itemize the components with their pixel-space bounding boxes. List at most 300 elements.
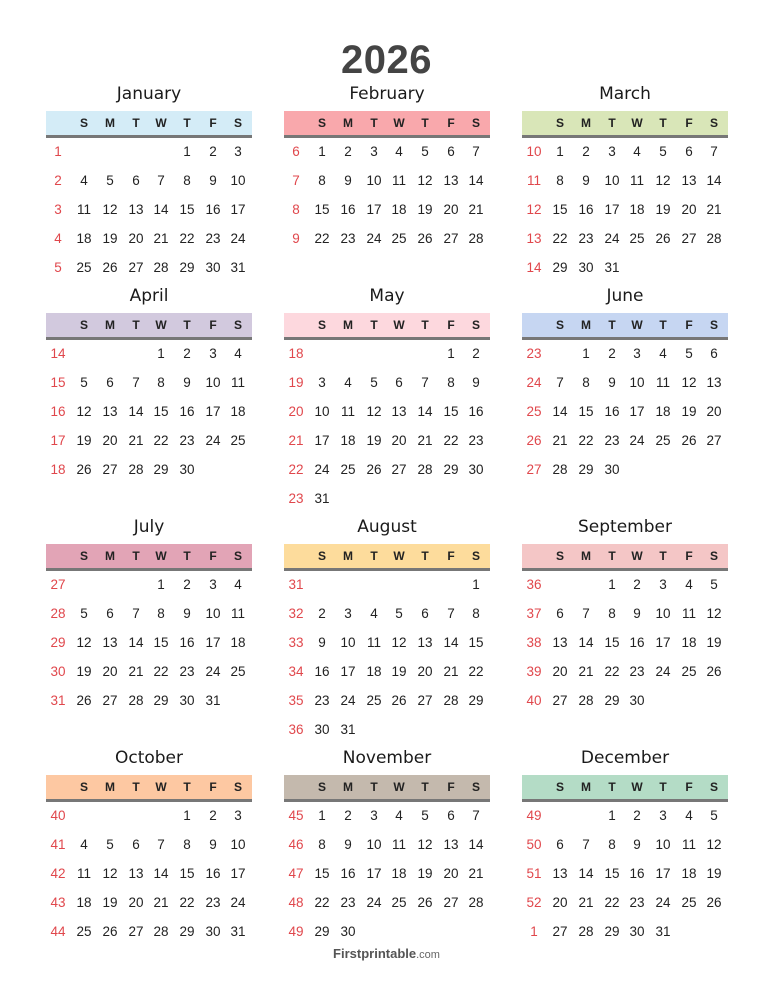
day-cell: 29 (604, 693, 620, 708)
week-row (284, 491, 490, 511)
day-cell: 24 (205, 664, 221, 679)
day-cell: 9 (344, 173, 352, 188)
day-cell: 21 (153, 895, 169, 910)
day-cell: 27 (681, 231, 697, 246)
day-cell: 9 (183, 606, 191, 621)
day-cell: 14 (128, 404, 144, 419)
day-cell: 5 (370, 375, 378, 390)
day-cell: 17 (604, 202, 620, 217)
week-number: 34 (288, 664, 304, 679)
day-cell: 13 (102, 404, 118, 419)
week-row (46, 866, 252, 886)
day-cell: 1 (608, 577, 616, 592)
day-cell: 22 (179, 895, 195, 910)
day-cell: 13 (102, 635, 118, 650)
day-cell: 22 (578, 433, 594, 448)
day-cell: 3 (318, 375, 326, 390)
weekday-label: W (155, 116, 167, 130)
weekday-label: T (183, 549, 191, 563)
day-cell: 4 (370, 606, 378, 621)
day-cell: 23 (179, 433, 195, 448)
weekday-label: S (79, 549, 88, 563)
day-cell: 14 (417, 404, 433, 419)
day-cell: 9 (633, 837, 641, 852)
day-cell: 28 (578, 693, 594, 708)
day-cell: 4 (685, 577, 693, 592)
day-cell: 23 (340, 231, 356, 246)
day-cell: 4 (344, 375, 352, 390)
day-cell: 27 (417, 693, 433, 708)
day-cell: 24 (340, 693, 356, 708)
day-cell: 6 (685, 144, 693, 159)
day-cell: 21 (443, 664, 459, 679)
month-title: February (349, 84, 425, 104)
day-cell: 6 (710, 346, 718, 361)
day-cell: 13 (128, 866, 144, 881)
week-number: 46 (288, 837, 304, 852)
day-cell: 27 (102, 462, 118, 477)
day-cell: 1 (556, 144, 564, 159)
day-cell: 30 (604, 462, 620, 477)
day-cell: 15 (179, 202, 195, 217)
weekday-label: S (317, 116, 326, 130)
day-cell: 27 (128, 260, 144, 275)
week-number: 40 (526, 693, 542, 708)
day-cell: 8 (157, 606, 165, 621)
day-cell: 15 (552, 202, 568, 217)
day-cell: 26 (76, 462, 92, 477)
week-row (522, 462, 728, 482)
day-cell: 23 (205, 231, 221, 246)
day-cell: 14 (706, 173, 722, 188)
day-cell: 16 (179, 404, 195, 419)
week-row (46, 231, 252, 251)
week-number: 48 (288, 895, 304, 910)
week-row (522, 375, 728, 395)
day-cell: 11 (391, 837, 406, 852)
day-cell: 29 (552, 260, 568, 275)
day-cell: 28 (417, 462, 433, 477)
week-row (284, 895, 490, 915)
week-number: 21 (288, 433, 304, 448)
day-cell: 21 (153, 231, 169, 246)
day-cell: 3 (234, 808, 242, 823)
day-cell: 16 (578, 202, 594, 217)
week-row (284, 346, 490, 366)
day-cell: 15 (314, 866, 330, 881)
weekday-label: W (155, 549, 167, 563)
day-cell: 22 (604, 895, 620, 910)
week-number: 2 (54, 173, 62, 188)
week-number: 14 (50, 346, 66, 361)
day-cell: 4 (234, 346, 242, 361)
day-cell: 30 (205, 260, 221, 275)
weekday-label: M (581, 780, 591, 794)
day-cell: 11 (340, 404, 355, 419)
day-cell: 29 (443, 462, 459, 477)
day-cell: 1 (472, 577, 480, 592)
week-number: 28 (50, 606, 66, 621)
day-cell: 4 (685, 808, 693, 823)
week-row (522, 895, 728, 915)
day-cell: 25 (76, 924, 92, 939)
weekday-label: S (555, 318, 564, 332)
day-cell: 20 (681, 202, 697, 217)
week-row (522, 577, 728, 597)
week-row (46, 202, 252, 222)
day-cell: 13 (552, 635, 568, 650)
day-cell: 23 (629, 895, 645, 910)
weekday-label: F (209, 549, 217, 563)
week-row (284, 837, 490, 857)
week-row (46, 346, 252, 366)
day-cell: 29 (179, 924, 195, 939)
day-cell: 9 (209, 173, 217, 188)
weekday-label: S (709, 549, 718, 563)
day-cell: 25 (655, 433, 671, 448)
week-number: 35 (288, 693, 304, 708)
day-cell: 13 (128, 202, 144, 217)
day-cell: 27 (443, 895, 459, 910)
day-cell: 8 (447, 375, 455, 390)
day-cell: 9 (344, 837, 352, 852)
day-cell: 14 (468, 837, 484, 852)
day-cell: 14 (443, 635, 459, 650)
day-cell: 3 (370, 808, 378, 823)
weekday-label: S (79, 318, 88, 332)
day-cell: 6 (447, 144, 455, 159)
day-cell: 27 (706, 433, 722, 448)
weekday-header (522, 111, 728, 138)
day-cell: 3 (608, 144, 616, 159)
week-row (284, 577, 490, 597)
day-cell: 23 (578, 231, 594, 246)
day-cell: 23 (604, 433, 620, 448)
day-cell: 16 (340, 202, 356, 217)
day-cell: 25 (230, 433, 246, 448)
day-cell: 30 (578, 260, 594, 275)
day-cell: 26 (102, 260, 118, 275)
weekday-label: S (317, 780, 326, 794)
day-cell: 15 (179, 866, 195, 881)
day-cell: 5 (710, 577, 718, 592)
week-row (522, 924, 728, 944)
day-cell: 4 (659, 346, 667, 361)
day-cell: 31 (655, 924, 671, 939)
month-title: October (114, 748, 184, 768)
day-cell: 19 (706, 635, 722, 650)
weekday-label: T (659, 780, 667, 794)
day-cell: 8 (183, 837, 191, 852)
weekday-label: T (608, 318, 616, 332)
day-cell: 22 (153, 664, 169, 679)
week-row (46, 577, 252, 597)
day-cell: 6 (556, 837, 564, 852)
day-cell: 9 (633, 606, 641, 621)
day-cell: 20 (552, 664, 568, 679)
weekday-label: W (631, 780, 643, 794)
week-number: 8 (292, 202, 300, 217)
day-cell: 9 (209, 837, 217, 852)
weekday-label: S (709, 780, 718, 794)
day-cell: 15 (153, 635, 169, 650)
week-row (284, 866, 490, 886)
weekday-header (46, 313, 252, 340)
weekday-label: M (343, 116, 353, 130)
day-cell: 12 (681, 375, 697, 390)
weekday-label: S (709, 318, 718, 332)
day-cell: 7 (157, 837, 165, 852)
week-row (522, 202, 728, 222)
day-cell: 7 (132, 375, 140, 390)
day-cell: 25 (681, 664, 697, 679)
day-cell: 30 (629, 924, 645, 939)
day-cell: 27 (391, 462, 407, 477)
day-cell: 20 (443, 202, 459, 217)
week-row (46, 404, 252, 424)
day-cell: 20 (102, 664, 118, 679)
day-cell: 9 (608, 375, 616, 390)
weekday-label: T (608, 549, 616, 563)
day-cell: 16 (629, 866, 645, 881)
day-cell: 22 (604, 664, 620, 679)
week-number: 29 (50, 635, 66, 650)
week-number: 12 (526, 202, 542, 217)
day-cell: 11 (230, 375, 245, 390)
weekday-label: F (447, 318, 455, 332)
day-cell: 16 (205, 202, 221, 217)
day-cell: 17 (314, 433, 330, 448)
day-cell: 18 (681, 635, 697, 650)
week-row (284, 664, 490, 684)
day-cell: 12 (102, 202, 118, 217)
weekday-label: S (317, 549, 326, 563)
weekday-label: T (421, 116, 429, 130)
day-cell: 26 (417, 895, 433, 910)
day-cell: 11 (681, 606, 696, 621)
day-cell: 10 (340, 635, 356, 650)
day-cell: 29 (314, 924, 330, 939)
day-cell: 19 (366, 433, 382, 448)
week-number: 31 (50, 693, 66, 708)
day-cell: 19 (655, 202, 671, 217)
day-cell: 9 (183, 375, 191, 390)
weekday-label: S (709, 116, 718, 130)
day-cell: 20 (552, 895, 568, 910)
week-number: 36 (526, 577, 542, 592)
day-cell: 23 (179, 664, 195, 679)
day-cell: 19 (76, 664, 92, 679)
day-cell: 3 (659, 808, 667, 823)
weekday-label: S (471, 780, 480, 794)
day-cell: 26 (655, 231, 671, 246)
day-cell: 10 (655, 606, 671, 621)
day-cell: 2 (318, 606, 326, 621)
week-row (522, 173, 728, 193)
week-number: 6 (292, 144, 300, 159)
weekday-header (522, 775, 728, 802)
day-cell: 7 (421, 375, 429, 390)
day-cell: 10 (655, 837, 671, 852)
weekday-label: S (471, 116, 480, 130)
day-cell: 20 (443, 866, 459, 881)
day-cell: 10 (366, 173, 382, 188)
day-cell: 24 (230, 231, 246, 246)
week-number: 7 (292, 173, 300, 188)
week-row (46, 433, 252, 453)
week-number: 3 (54, 202, 62, 217)
day-cell: 7 (582, 837, 590, 852)
day-cell: 21 (128, 664, 144, 679)
day-cell: 14 (153, 866, 169, 881)
week-row (522, 837, 728, 857)
week-row (46, 173, 252, 193)
weekday-label: T (421, 780, 429, 794)
day-cell: 1 (608, 808, 616, 823)
day-cell: 28 (468, 895, 484, 910)
day-cell: 2 (183, 577, 191, 592)
day-cell: 12 (655, 173, 671, 188)
weekday-label: F (447, 116, 455, 130)
day-cell: 11 (629, 173, 644, 188)
day-cell: 4 (80, 837, 88, 852)
week-row (284, 462, 490, 482)
week-row (522, 866, 728, 886)
week-row (522, 808, 728, 828)
weekday-label: W (393, 549, 405, 563)
day-cell: 2 (209, 808, 217, 823)
day-cell: 19 (706, 866, 722, 881)
day-cell: 18 (230, 404, 246, 419)
week-row (284, 808, 490, 828)
day-cell: 29 (604, 924, 620, 939)
week-row (522, 231, 728, 251)
day-cell: 22 (179, 231, 195, 246)
week-number: 1 (54, 144, 62, 159)
day-cell: 3 (234, 144, 242, 159)
weekday-label: T (608, 780, 616, 794)
weekday-label: T (132, 549, 140, 563)
month-title: September (578, 517, 672, 537)
day-cell: 21 (552, 433, 568, 448)
weekday-header (284, 775, 490, 802)
weekday-header (522, 313, 728, 340)
day-cell: 23 (314, 693, 330, 708)
day-cell: 11 (366, 635, 381, 650)
day-cell: 29 (578, 462, 594, 477)
day-cell: 30 (340, 924, 356, 939)
week-row (522, 664, 728, 684)
weekday-label: S (233, 318, 242, 332)
day-cell: 17 (655, 635, 671, 650)
day-cell: 2 (633, 808, 641, 823)
footer-brand (0, 946, 773, 961)
weekday-label: T (370, 780, 378, 794)
day-cell: 21 (578, 664, 594, 679)
week-number: 5 (54, 260, 62, 275)
weekday-label: S (317, 318, 326, 332)
day-cell: 18 (366, 664, 382, 679)
week-number: 49 (288, 924, 304, 939)
day-cell: 20 (128, 231, 144, 246)
week-row (46, 606, 252, 626)
day-cell: 6 (421, 606, 429, 621)
week-number: 36 (288, 722, 304, 737)
day-cell: 12 (417, 173, 433, 188)
day-cell: 19 (417, 866, 433, 881)
week-number: 1 (530, 924, 538, 939)
week-number: 47 (288, 866, 304, 881)
week-number: 39 (526, 664, 542, 679)
day-cell: 29 (153, 462, 169, 477)
weekday-label: S (471, 318, 480, 332)
day-cell: 2 (183, 346, 191, 361)
day-cell: 1 (157, 346, 165, 361)
day-cell: 30 (468, 462, 484, 477)
day-cell: 24 (314, 462, 330, 477)
weekday-header (284, 313, 490, 340)
weekday-label: T (183, 318, 191, 332)
day-cell: 26 (681, 433, 697, 448)
week-number: 43 (50, 895, 66, 910)
week-row (284, 635, 490, 655)
day-cell: 16 (604, 404, 620, 419)
week-number: 11 (526, 173, 541, 188)
weekday-label: F (209, 318, 217, 332)
week-number: 52 (526, 895, 542, 910)
day-cell: 12 (102, 866, 118, 881)
weekday-label: M (105, 780, 115, 794)
week-number: 27 (50, 577, 66, 592)
day-cell: 25 (629, 231, 645, 246)
day-cell: 25 (681, 895, 697, 910)
day-cell: 10 (205, 606, 221, 621)
day-cell: 7 (472, 144, 480, 159)
day-cell: 1 (318, 144, 326, 159)
weekday-label: F (685, 318, 693, 332)
day-cell: 18 (629, 202, 645, 217)
month-title: November (342, 748, 432, 768)
day-cell: 13 (443, 173, 459, 188)
day-cell: 25 (230, 664, 246, 679)
day-cell: 4 (395, 144, 403, 159)
month-title: July (133, 517, 165, 537)
week-number: 41 (50, 837, 66, 852)
weekday-label: S (79, 116, 88, 130)
weekday-label: S (233, 116, 242, 130)
day-cell: 31 (604, 260, 620, 275)
day-cell: 22 (153, 433, 169, 448)
weekday-label: M (581, 549, 591, 563)
day-cell: 2 (209, 144, 217, 159)
day-cell: 4 (234, 577, 242, 592)
day-cell: 14 (468, 173, 484, 188)
week-row (284, 924, 490, 944)
day-cell: 1 (157, 577, 165, 592)
week-number: 18 (288, 346, 304, 361)
weekday-label: F (209, 116, 217, 130)
day-cell: 3 (209, 577, 217, 592)
day-cell: 27 (102, 693, 118, 708)
week-row (522, 693, 728, 713)
day-cell: 24 (366, 231, 382, 246)
day-cell: 7 (710, 144, 718, 159)
week-number: 49 (526, 808, 542, 823)
weekday-label: W (631, 116, 643, 130)
week-number: 30 (50, 664, 66, 679)
day-cell: 16 (205, 866, 221, 881)
month-title: March (599, 84, 651, 104)
